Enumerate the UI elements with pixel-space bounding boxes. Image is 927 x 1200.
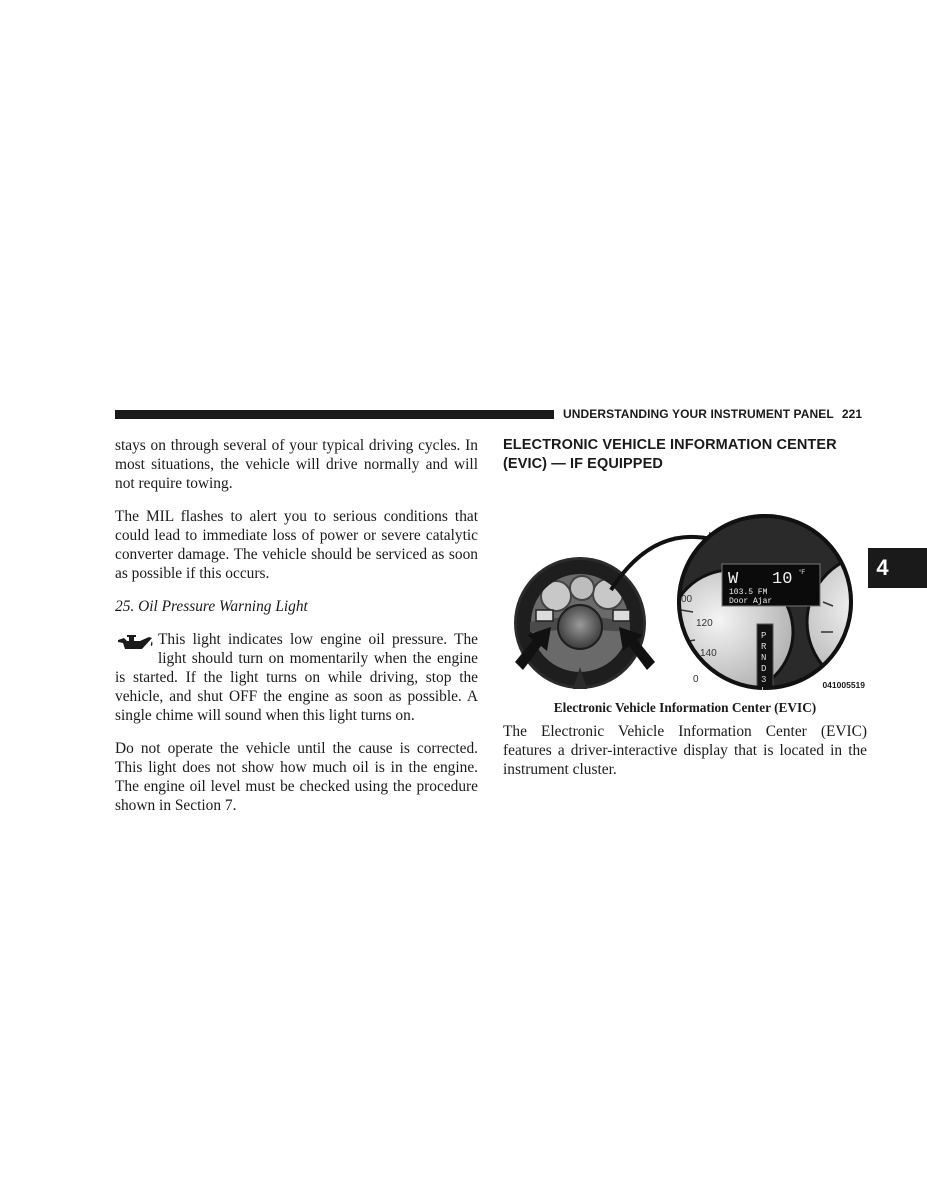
page-number: 221 <box>841 407 863 421</box>
display-message: Door Ajar <box>729 597 773 606</box>
gear-d: D <box>761 664 767 674</box>
steering-wheel-graphic <box>514 557 646 689</box>
evic-description: The Electronic Vehicle Information Center (EVIC) features a driver-interactive display that is located in the instrument cluster. <box>503 723 867 778</box>
right-column <box>503 436 867 779</box>
left-column <box>115 436 478 815</box>
paragraph-oil-pressure <box>115 630 478 725</box>
figure-code: 041005519 <box>822 680 865 690</box>
paragraph-do-not-operate: Do not operate the vehicle until the cause is corrected. This light does not show how much oil is in the engine. The engine oil level must be checked using the procedure shown in Section 7. <box>115 740 478 814</box>
gear-n: N <box>761 653 767 663</box>
oil-can-icon <box>115 631 155 655</box>
gear-p: P <box>761 631 767 641</box>
gauge-label-120: 120 <box>696 618 713 629</box>
display-radio: 103.5 FM <box>729 588 768 597</box>
figure-caption: Electronic Vehicle Information Center (EVIC) <box>553 700 817 715</box>
running-title: UNDERSTANDING YOUR INSTRUMENT PANEL <box>563 407 834 421</box>
header-rule <box>115 410 554 419</box>
evic-illustration <box>503 482 867 692</box>
paragraph-mil-continued: stays on through several of your typical driving cycles. In most situations, the vehicle will drive normally and will not require towing. <box>115 437 478 492</box>
gauge-label-0: 0 <box>693 674 699 685</box>
chapter-tab-label: 4 <box>876 555 889 580</box>
running-head <box>563 407 862 421</box>
oil-pressure-text: This light indicates low engine oil pressure. The light should turn on momentarily when the engine is started. If the light turns on while driving, stop the vehicle, and shut OFF the engine as soon as possible. A single chime will sound when this light turns on. <box>115 631 478 724</box>
display-degree: °F <box>799 570 806 576</box>
oil-pressure-subheading: 25. Oil Pressure Warning Light <box>115 598 308 615</box>
gear-l: L <box>761 686 767 692</box>
display-direction: W <box>728 570 739 589</box>
display-temperature: 10 <box>772 570 793 589</box>
gauge-label-140: 140 <box>700 648 717 659</box>
gear-r: R <box>761 642 767 652</box>
paragraph-mil-flashes: The MIL flashes to alert you to serious conditions that could lead to immediate loss of power or severe catalytic converter damage. The vehicle should be serviced as soon as possible if this occurs. <box>115 508 478 582</box>
section-title: ELECTRONIC VEHICLE INFORMATION CENTER (EVIC) — IF EQUIPPED <box>503 437 837 472</box>
chapter-tab <box>868 548 927 588</box>
gear-3: 3 <box>761 675 767 685</box>
gauge-label-00: 00 <box>681 594 693 605</box>
evic-figure <box>503 482 867 692</box>
